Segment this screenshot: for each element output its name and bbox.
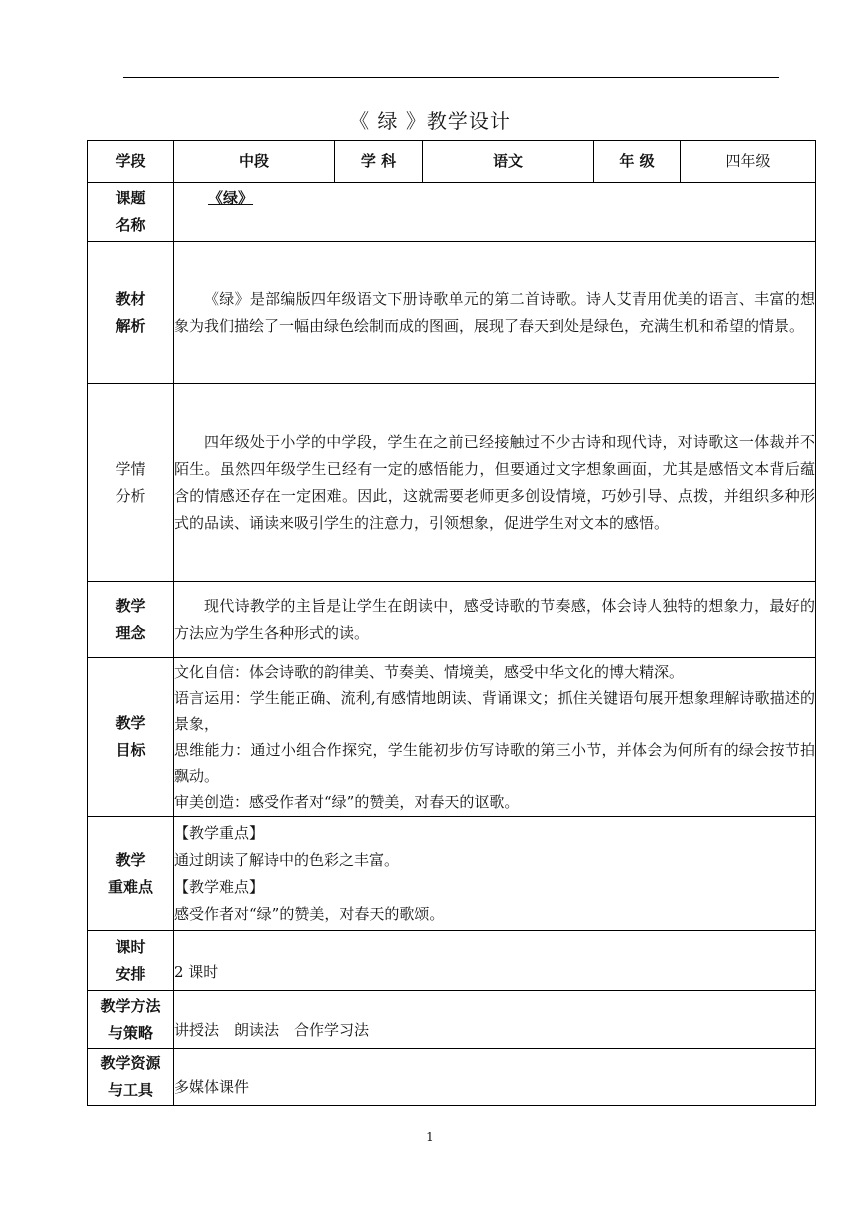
material-label-line1: 教材 (115, 289, 146, 308)
key-points-cell (174, 817, 816, 931)
goals-cell (174, 658, 816, 817)
resources-label-line1: 教学资源 (100, 1054, 161, 1072)
philosophy-label-line2: 理念 (115, 623, 146, 642)
methods-cell (174, 991, 816, 1049)
schedule-label-line1: 课时 (115, 937, 146, 956)
topic-label (88, 183, 174, 242)
topic-value: 《绿》 (208, 189, 254, 207)
grade-label: 年 级 (594, 141, 681, 183)
subject-value: 语文 (423, 141, 594, 183)
key-points-label-line2: 重难点 (107, 877, 153, 896)
students-label-line1: 学情 (115, 459, 146, 478)
goal-item: 语言运用：学生能正确、流利,有感情地朗读、背诵课文；抓住关键语句展开想象理解诗歌描述的景象， (174, 689, 815, 733)
methods-value: 讲授法 朗读法 合作学习法 (174, 1021, 370, 1039)
methods-row (88, 991, 816, 1049)
goals-label (88, 658, 174, 817)
material-label-line2: 解析 (115, 316, 146, 335)
goals-label-line1: 教学 (115, 714, 146, 732)
subject-label: 学 科 (335, 141, 423, 183)
goals-row (88, 658, 816, 817)
resources-row (88, 1049, 816, 1106)
material-cell (174, 242, 816, 384)
stage-label: 学段 (88, 141, 174, 183)
topic-label-line2: 名称 (115, 216, 146, 234)
focus-heading: 【教学重点】 (174, 823, 265, 842)
resources-value: 多媒体课件 (174, 1078, 250, 1096)
students-label (88, 384, 174, 582)
key-points-label (88, 817, 174, 931)
difficulty-heading: 【教学难点】 (174, 877, 265, 896)
goal-item: 文化自信：体会诗歌的韵律美、节奏美、情境美，感受中华文化的博大精深。 (174, 663, 685, 681)
topic-cell (174, 183, 816, 242)
header-rule (123, 77, 779, 78)
goals-label-line2: 目标 (115, 741, 146, 759)
resources-cell (174, 1049, 816, 1106)
philosophy-label-line1: 教学 (115, 596, 146, 615)
methods-label-line1: 教学方法 (100, 996, 161, 1015)
methods-label (88, 991, 174, 1049)
grade-value: 四年级 (681, 141, 816, 183)
philosophy-label (88, 582, 174, 658)
page-number: 1 (426, 1130, 434, 1144)
focus-text: 通过朗读了解诗中的色彩之丰富。 (174, 850, 400, 869)
schedule-value: 2 课时 (174, 963, 219, 981)
goal-item: 思维能力：通过小组合作探究，学生能初步仿写诗歌的第三小节，并体会为何所有的绿会按节拍飘动。 (174, 741, 815, 785)
material-label (88, 242, 174, 384)
students-text: 四年级处于小学的中学段，学生在之前已经接触过不少古诗和现代诗，对诗歌这一体裁并不陌生。虽然四年级学生已经有一定的感悟能力，但要通过文字想象画面，尤其是感悟文本背后蕴含的情感还存在一定困难。因此，这就需要老师更多创设情境，巧妙引导、点拨，并组织多种形式的品读、诵读来吸引学生的注意力，引领想象，促进学生对文本的感悟。 (174, 432, 815, 532)
philosophy-row (88, 582, 816, 658)
lesson-plan-table (87, 140, 816, 1106)
header-row (88, 141, 816, 183)
philosophy-cell (174, 582, 816, 658)
key-points-row (88, 817, 816, 931)
schedule-label (88, 931, 174, 991)
topic-label-line1: 课题 (115, 189, 146, 207)
methods-label-line2: 与策略 (107, 1023, 153, 1042)
schedule-label-line2: 安排 (115, 964, 146, 983)
difficulty-text: 感受作者对“绿”的赞美，对春天的歌颂。 (174, 904, 445, 923)
page-title: 《 绿 》教学设计 (349, 109, 511, 133)
material-text: 《绿》是部编版四年级语文下册诗歌单元的第二首诗歌。诗人艾青用优美的语言、丰富的想象为我们描绘了一幅由绿色绘制而成的图画，展现了春天到处是绿色，充满生机和希望的情景。 (174, 289, 815, 335)
resources-label (88, 1049, 174, 1106)
schedule-cell (174, 931, 816, 991)
resources-label-line2: 与工具 (107, 1081, 153, 1099)
topic-row (88, 183, 816, 242)
stage-value: 中段 (174, 141, 335, 183)
philosophy-text: 现代诗教学的主旨是让学生在朗读中，感受诗歌的节奏感，体会诗人独特的想象力，最好的方法应为学生各种形式的读。 (174, 596, 815, 642)
schedule-row (88, 931, 816, 991)
students-row (88, 384, 816, 582)
material-row (88, 242, 816, 384)
students-cell (174, 384, 816, 582)
key-points-label-line1: 教学 (115, 850, 146, 869)
students-label-line2: 分析 (115, 486, 146, 505)
goal-item: 审美创造：感受作者对“绿”的赞美，对春天的讴歌。 (174, 793, 520, 811)
